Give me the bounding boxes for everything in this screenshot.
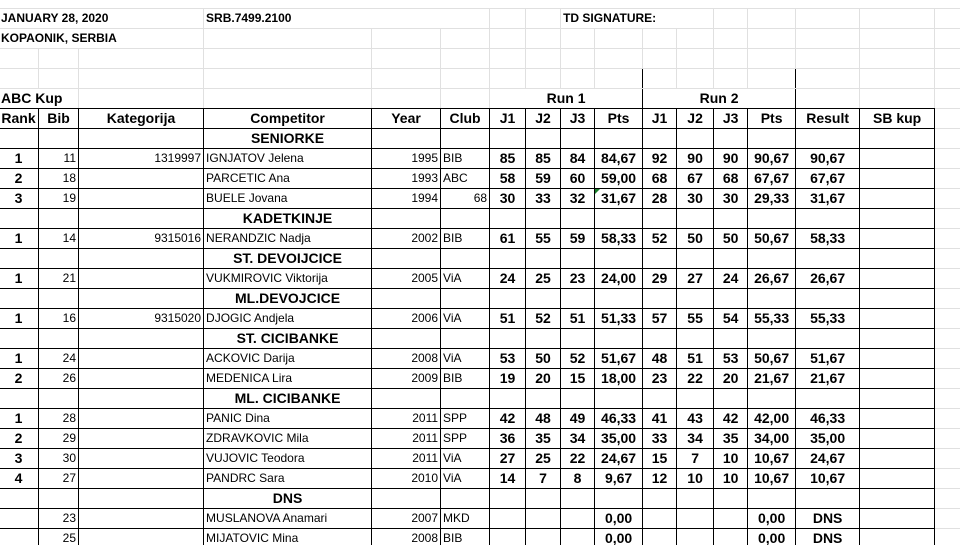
bib-cell[interactable]: 21: [39, 269, 79, 289]
run2-j2-cell[interactable]: 22: [677, 369, 714, 389]
run1-j1-cell[interactable]: 19: [490, 369, 526, 389]
competitor-name[interactable]: PANDRC Sara: [204, 469, 372, 489]
run1-j3-cell[interactable]: 23: [561, 269, 595, 289]
run1-j1-cell[interactable]: 27: [490, 449, 526, 469]
run2-j3-cell[interactable]: [714, 529, 748, 545]
sb-kup-cell[interactable]: [860, 409, 935, 429]
result-cell[interactable]: 58,33: [796, 229, 860, 249]
kategorija-cell[interactable]: [79, 469, 204, 489]
event-name[interactable]: ABC Kup: [0, 89, 79, 109]
result-cell[interactable]: DNS: [796, 529, 860, 545]
run2-j3-cell[interactable]: 20: [714, 369, 748, 389]
category-label[interactable]: ML.DEVOJCICE: [204, 289, 372, 309]
year-cell[interactable]: 2006: [372, 309, 441, 329]
run2-j2-cell[interactable]: 51: [677, 349, 714, 369]
run2-j3-cell[interactable]: 68: [714, 169, 748, 189]
event-location[interactable]: KOPAONIK, SERBIA: [0, 29, 204, 49]
category-row: [0, 329, 960, 349]
empty-cell[interactable]: [935, 469, 960, 489]
run2-j1-cell[interactable]: 68: [643, 169, 677, 189]
run1-j3-cell[interactable]: 22: [561, 449, 595, 469]
club-cell[interactable]: BIB: [441, 529, 490, 545]
table-row: [0, 369, 960, 389]
run2-pts-cell[interactable]: 0,00: [748, 529, 796, 545]
run2-j1-cell[interactable]: 23: [643, 369, 677, 389]
run2-pts-cell[interactable]: 90,67: [748, 149, 796, 169]
rank-cell[interactable]: 3: [0, 449, 39, 469]
category-row: [0, 209, 960, 229]
year-cell[interactable]: 2008: [372, 529, 441, 545]
run2-j3-cell[interactable]: 30: [714, 189, 748, 209]
run2-j3-cell[interactable]: 10: [714, 449, 748, 469]
kategorija-cell[interactable]: [79, 509, 204, 529]
run1-j2-cell[interactable]: 7: [526, 469, 561, 489]
club-cell[interactable]: ViA: [441, 269, 490, 289]
col-kategorija[interactable]: Kategorija: [79, 109, 204, 129]
table-row: [0, 509, 960, 529]
run2-header[interactable]: Run 2: [643, 89, 796, 109]
event-date[interactable]: JANUARY 28, 2020: [0, 9, 204, 29]
run1-pts-cell[interactable]: 0,00: [595, 529, 643, 545]
run2-pts-cell[interactable]: 50,67: [748, 229, 796, 249]
rank-cell[interactable]: [0, 509, 39, 529]
table-row: [0, 349, 960, 369]
result-cell[interactable]: 46,33: [796, 409, 860, 429]
run1-j1-cell[interactable]: 42: [490, 409, 526, 429]
rank-cell[interactable]: [0, 529, 39, 545]
table-row: [0, 429, 960, 449]
empty-cell[interactable]: [935, 149, 960, 169]
run1-j2-cell[interactable]: 48: [526, 409, 561, 429]
run1-j1-cell[interactable]: 24: [490, 269, 526, 289]
run2-j1-cell[interactable]: 28: [643, 189, 677, 209]
run2-j3-cell[interactable]: 50: [714, 229, 748, 249]
rank-cell[interactable]: 2: [0, 169, 39, 189]
bib-cell[interactable]: 25: [39, 529, 79, 545]
run2-j3-cell[interactable]: 42: [714, 409, 748, 429]
empty-cell[interactable]: [935, 349, 960, 369]
result-cell[interactable]: 21,67: [796, 369, 860, 389]
rank-cell[interactable]: 2: [0, 369, 39, 389]
bib-cell[interactable]: 16: [39, 309, 79, 329]
col-year[interactable]: Year: [372, 109, 441, 129]
run1-j1-cell[interactable]: 14: [490, 469, 526, 489]
run1-j3-cell[interactable]: [561, 529, 595, 545]
competitor-name[interactable]: NERANDZIC Nadja: [204, 229, 372, 249]
bib-cell[interactable]: 23: [39, 509, 79, 529]
run2-j1-cell[interactable]: 57: [643, 309, 677, 329]
result-cell[interactable]: 35,00: [796, 429, 860, 449]
empty-cell[interactable]: [935, 269, 960, 289]
run1-pts-cell[interactable]: 51,33: [595, 309, 643, 329]
run1-j1-cell[interactable]: 30: [490, 189, 526, 209]
run1-pts-cell[interactable]: 18,00: [595, 369, 643, 389]
empty-cell[interactable]: [935, 369, 960, 389]
run1-j2-cell[interactable]: 25: [526, 269, 561, 289]
run2-j1-cell[interactable]: 29: [643, 269, 677, 289]
year-cell[interactable]: 1993: [372, 169, 441, 189]
sb-kup-cell[interactable]: [860, 229, 935, 249]
year-cell[interactable]: 2002: [372, 229, 441, 249]
club-cell[interactable]: ViA: [441, 469, 490, 489]
sb-kup-cell[interactable]: [860, 529, 935, 545]
run1-j2-cell[interactable]: 20: [526, 369, 561, 389]
result-cell[interactable]: 31,67: [796, 189, 860, 209]
run2-j3-cell[interactable]: 53: [714, 349, 748, 369]
bib-cell[interactable]: 27: [39, 469, 79, 489]
kategorija-cell[interactable]: 9315016: [79, 229, 204, 249]
sb-kup-cell[interactable]: [860, 449, 935, 469]
run2-j2-cell[interactable]: 90: [677, 149, 714, 169]
result-cell[interactable]: 55,33: [796, 309, 860, 329]
club-cell[interactable]: 68: [441, 189, 490, 209]
run2-j2-cell[interactable]: 43: [677, 409, 714, 429]
year-cell[interactable]: 2009: [372, 369, 441, 389]
club-cell[interactable]: SPP: [441, 409, 490, 429]
bib-cell[interactable]: 14: [39, 229, 79, 249]
competitor-name[interactable]: DJOGIC Andjela: [204, 309, 372, 329]
run1-j3-cell[interactable]: 51: [561, 309, 595, 329]
col-j1-run2[interactable]: J1: [643, 109, 677, 129]
table-row: [0, 449, 960, 469]
col-j3-run2[interactable]: J3: [714, 109, 748, 129]
table-row: [0, 189, 960, 209]
empty-cell[interactable]: [935, 169, 960, 189]
results-table: [0, 8, 960, 545]
empty-cell[interactable]: [935, 449, 960, 469]
run1-pts-cell[interactable]: 0,00: [595, 509, 643, 529]
run1-pts-cell[interactable]: 59,00: [595, 169, 643, 189]
table-row: [0, 229, 960, 249]
col-j1[interactable]: J1: [490, 109, 526, 129]
run2-j1-cell[interactable]: 41: [643, 409, 677, 429]
run1-j1-cell[interactable]: 85: [490, 149, 526, 169]
result-cell[interactable]: 24,67: [796, 449, 860, 469]
run2-j2-cell[interactable]: 67: [677, 169, 714, 189]
bib-cell[interactable]: 11: [39, 149, 79, 169]
col-rank[interactable]: Rank: [0, 109, 39, 129]
table-row: [0, 469, 960, 489]
sb-kup-cell[interactable]: [860, 149, 935, 169]
empty-cell[interactable]: [935, 509, 960, 529]
run2-j2-cell[interactable]: [677, 509, 714, 529]
rank-cell[interactable]: 2: [0, 429, 39, 449]
bib-cell[interactable]: 28: [39, 409, 79, 429]
sb-kup-cell[interactable]: [860, 269, 935, 289]
rank-cell[interactable]: 1: [0, 269, 39, 289]
competitor-name[interactable]: IGNJATOV Jelena: [204, 149, 372, 169]
kategorija-cell[interactable]: [79, 529, 204, 545]
result-cell[interactable]: 90,67: [796, 149, 860, 169]
col-result[interactable]: Result: [796, 109, 860, 129]
category-label[interactable]: DNS: [204, 489, 372, 509]
sb-kup-cell[interactable]: [860, 169, 935, 189]
competitor-name[interactable]: ZDRAVKOVIC Mila: [204, 429, 372, 449]
sb-kup-cell[interactable]: [860, 509, 935, 529]
bib-cell[interactable]: 26: [39, 369, 79, 389]
competitor-name[interactable]: MUSLANOVA Anamari: [204, 509, 372, 529]
run1-j2-cell[interactable]: 85: [526, 149, 561, 169]
run2-j1-cell[interactable]: [643, 529, 677, 545]
run2-pts-cell[interactable]: 42,00: [748, 409, 796, 429]
kategorija-cell[interactable]: [79, 349, 204, 369]
result-cell[interactable]: 67,67: [796, 169, 860, 189]
run1-j1-cell[interactable]: 58: [490, 169, 526, 189]
run2-j2-cell[interactable]: 50: [677, 229, 714, 249]
run1-pts-cell[interactable]: 24,67: [595, 449, 643, 469]
sb-kup-cell[interactable]: [860, 469, 935, 489]
run1-j2-cell[interactable]: 35: [526, 429, 561, 449]
col-club[interactable]: Club: [441, 109, 490, 129]
bib-cell[interactable]: 24: [39, 349, 79, 369]
run1-j3-cell[interactable]: 84: [561, 149, 595, 169]
col-bib[interactable]: Bib: [39, 109, 79, 129]
category-row: [0, 389, 960, 409]
run1-pts-cell[interactable]: 35,00: [595, 429, 643, 449]
table-row: [0, 409, 960, 429]
run1-pts-cell[interactable]: 51,67: [595, 349, 643, 369]
run2-pts-cell[interactable]: 10,67: [748, 449, 796, 469]
club-cell[interactable]: BIB: [441, 369, 490, 389]
empty-cell[interactable]: [935, 189, 960, 209]
year-cell[interactable]: 1994: [372, 189, 441, 209]
rank-cell[interactable]: 1: [0, 229, 39, 249]
year-cell[interactable]: 2010: [372, 469, 441, 489]
year-cell[interactable]: 1995: [372, 149, 441, 169]
kategorija-cell[interactable]: [79, 269, 204, 289]
run2-j1-cell[interactable]: 15: [643, 449, 677, 469]
sb-kup-cell[interactable]: [860, 349, 935, 369]
run1-j2-cell[interactable]: 52: [526, 309, 561, 329]
col-pts-run2[interactable]: Pts: [748, 109, 796, 129]
run2-pts-cell[interactable]: 10,67: [748, 469, 796, 489]
table-row: [0, 269, 960, 289]
run2-j2-cell[interactable]: 27: [677, 269, 714, 289]
table-row: [0, 529, 960, 545]
empty-cell[interactable]: [935, 429, 960, 449]
competitor-name[interactable]: PARCETIC Ana: [204, 169, 372, 189]
empty-cell[interactable]: [935, 409, 960, 429]
sb-kup-cell[interactable]: [860, 309, 935, 329]
rank-cell[interactable]: 3: [0, 189, 39, 209]
run1-j3-cell[interactable]: [561, 509, 595, 529]
run1-j2-cell[interactable]: 25: [526, 449, 561, 469]
run1-pts-cell[interactable]: 24,00: [595, 269, 643, 289]
run2-j3-cell[interactable]: 35: [714, 429, 748, 449]
rank-cell[interactable]: 1: [0, 409, 39, 429]
run2-j3-cell[interactable]: [714, 509, 748, 529]
run2-j3-cell[interactable]: 90: [714, 149, 748, 169]
bib-cell[interactable]: 18: [39, 169, 79, 189]
run1-j3-cell[interactable]: 49: [561, 409, 595, 429]
run2-j2-cell[interactable]: 55: [677, 309, 714, 329]
run1-j2-cell[interactable]: 59: [526, 169, 561, 189]
bib-cell[interactable]: 30: [39, 449, 79, 469]
run2-j2-cell[interactable]: 30: [677, 189, 714, 209]
empty-cell[interactable]: [935, 309, 960, 329]
category-label[interactable]: SENIORKE: [204, 129, 372, 149]
col-sb-kup[interactable]: SB kup: [860, 109, 935, 129]
run1-j3-cell[interactable]: 60: [561, 169, 595, 189]
club-cell[interactable]: BIB: [441, 229, 490, 249]
col-j2-run2[interactable]: J2: [677, 109, 714, 129]
run1-pts-cell[interactable]: 46,33: [595, 409, 643, 429]
competitor-name[interactable]: PANIC Dina: [204, 409, 372, 429]
run2-pts-cell[interactable]: 55,33: [748, 309, 796, 329]
col-j2[interactable]: J2: [526, 109, 561, 129]
kategorija-cell[interactable]: [79, 449, 204, 469]
run1-j3-cell[interactable]: 52: [561, 349, 595, 369]
bib-cell[interactable]: 19: [39, 189, 79, 209]
category-label[interactable]: ST. DEVOIJCICE: [204, 249, 372, 269]
run1-j1-cell[interactable]: 61: [490, 229, 526, 249]
year-cell[interactable]: 2011: [372, 429, 441, 449]
event-code[interactable]: SRB.7499.2100: [204, 9, 490, 29]
result-cell[interactable]: 51,67: [796, 349, 860, 369]
run1-pts-cell[interactable]: 9,67: [595, 469, 643, 489]
year-cell[interactable]: 2008: [372, 349, 441, 369]
competitor-name[interactable]: VUKMIROVIC Viktorija: [204, 269, 372, 289]
table-row: [0, 309, 960, 329]
kategorija-cell[interactable]: [79, 409, 204, 429]
year-cell[interactable]: 2011: [372, 409, 441, 429]
run2-pts-cell[interactable]: 67,67: [748, 169, 796, 189]
rank-cell[interactable]: 1: [0, 309, 39, 329]
sb-kup-cell[interactable]: [860, 189, 935, 209]
run2-j3-cell[interactable]: 54: [714, 309, 748, 329]
run1-j3-cell[interactable]: 8: [561, 469, 595, 489]
empty-cell[interactable]: [935, 529, 960, 545]
run1-j3-cell[interactable]: 59: [561, 229, 595, 249]
year-cell[interactable]: 2007: [372, 509, 441, 529]
kategorija-cell[interactable]: 1319997: [79, 149, 204, 169]
category-row: [0, 249, 960, 269]
sb-kup-cell[interactable]: [860, 369, 935, 389]
col-competitor[interactable]: Competitor: [204, 109, 372, 129]
run1-j2-cell[interactable]: [526, 509, 561, 529]
kategorija-cell[interactable]: [79, 169, 204, 189]
run1-pts-cell[interactable]: 58,33: [595, 229, 643, 249]
run1-header[interactable]: Run 1: [490, 89, 643, 109]
run1-j1-cell[interactable]: [490, 529, 526, 545]
empty-cell[interactable]: [935, 229, 960, 249]
category-row: [0, 489, 960, 509]
run1-j2-cell[interactable]: 33: [526, 189, 561, 209]
kategorija-cell[interactable]: [79, 429, 204, 449]
result-cell[interactable]: 10,67: [796, 469, 860, 489]
rank-cell[interactable]: 1: [0, 149, 39, 169]
table-row: [0, 169, 960, 189]
col-pts[interactable]: Pts: [595, 109, 643, 129]
category-row: [0, 289, 960, 309]
competitor-name[interactable]: ACKOVIC Darija: [204, 349, 372, 369]
club-cell[interactable]: SPP: [441, 429, 490, 449]
run2-j2-cell[interactable]: [677, 529, 714, 545]
competitor-name[interactable]: MEDENICA Lira: [204, 369, 372, 389]
run2-j1-cell[interactable]: 33: [643, 429, 677, 449]
td-signature-label[interactable]: TD SIGNATURE:: [561, 9, 714, 29]
table-row: [0, 149, 960, 169]
run2-pts-cell[interactable]: 29,33: [748, 189, 796, 209]
run1-j3-cell[interactable]: 15: [561, 369, 595, 389]
competitor-name[interactable]: MIJATOVIC Mina: [204, 529, 372, 545]
club-cell[interactable]: ViA: [441, 309, 490, 329]
bib-cell[interactable]: 29: [39, 429, 79, 449]
run1-pts-cell[interactable]: 31,67: [595, 189, 643, 209]
category-label[interactable]: ST. CICIBANKE: [204, 329, 372, 349]
kategorija-cell[interactable]: 9315020: [79, 309, 204, 329]
club-cell[interactable]: ViA: [441, 449, 490, 469]
run2-j1-cell[interactable]: 92: [643, 149, 677, 169]
category-row: [0, 129, 960, 149]
sb-kup-cell[interactable]: [860, 429, 935, 449]
result-cell[interactable]: DNS: [796, 509, 860, 529]
run1-j1-cell[interactable]: 36: [490, 429, 526, 449]
run1-pts-cell[interactable]: 84,67: [595, 149, 643, 169]
run2-j1-cell[interactable]: 12: [643, 469, 677, 489]
run1-j2-cell[interactable]: 50: [526, 349, 561, 369]
run2-pts-cell[interactable]: 50,67: [748, 349, 796, 369]
run2-j2-cell[interactable]: 34: [677, 429, 714, 449]
kategorija-cell[interactable]: [79, 369, 204, 389]
run1-j2-cell[interactable]: 55: [526, 229, 561, 249]
club-cell[interactable]: ABC: [441, 169, 490, 189]
run1-j1-cell[interactable]: [490, 509, 526, 529]
competitor-name[interactable]: VUJOVIC Teodora: [204, 449, 372, 469]
category-label[interactable]: KADETKINJE: [204, 209, 372, 229]
run2-j3-cell[interactable]: 24: [714, 269, 748, 289]
competitor-name[interactable]: BUELE Jovana: [204, 189, 372, 209]
run1-j2-cell[interactable]: [526, 529, 561, 545]
run2-pts-cell[interactable]: 0,00: [748, 509, 796, 529]
rank-cell[interactable]: 1: [0, 349, 39, 369]
run1-j1-cell[interactable]: 51: [490, 309, 526, 329]
club-cell[interactable]: ViA: [441, 349, 490, 369]
club-cell[interactable]: MKD: [441, 509, 490, 529]
rank-cell[interactable]: 4: [0, 469, 39, 489]
run2-j2-cell[interactable]: 7: [677, 449, 714, 469]
year-cell[interactable]: 2011: [372, 449, 441, 469]
club-cell[interactable]: BIB: [441, 149, 490, 169]
run2-pts-cell[interactable]: 34,00: [748, 429, 796, 449]
col-j3[interactable]: J3: [561, 109, 595, 129]
run1-j1-cell[interactable]: 53: [490, 349, 526, 369]
result-cell[interactable]: 26,67: [796, 269, 860, 289]
run2-j1-cell[interactable]: 48: [643, 349, 677, 369]
run2-pts-cell[interactable]: 26,67: [748, 269, 796, 289]
run2-j1-cell[interactable]: [643, 509, 677, 529]
run2-j1-cell[interactable]: 52: [643, 229, 677, 249]
run1-j3-cell[interactable]: 32: [561, 189, 595, 209]
run1-j3-cell[interactable]: 34: [561, 429, 595, 449]
year-cell[interactable]: 2005: [372, 269, 441, 289]
run2-pts-cell[interactable]: 21,67: [748, 369, 796, 389]
category-label[interactable]: ML. CICIBANKE: [204, 389, 372, 409]
kategorija-cell[interactable]: [79, 189, 204, 209]
run2-j3-cell[interactable]: 10: [714, 469, 748, 489]
run2-j2-cell[interactable]: 10: [677, 469, 714, 489]
